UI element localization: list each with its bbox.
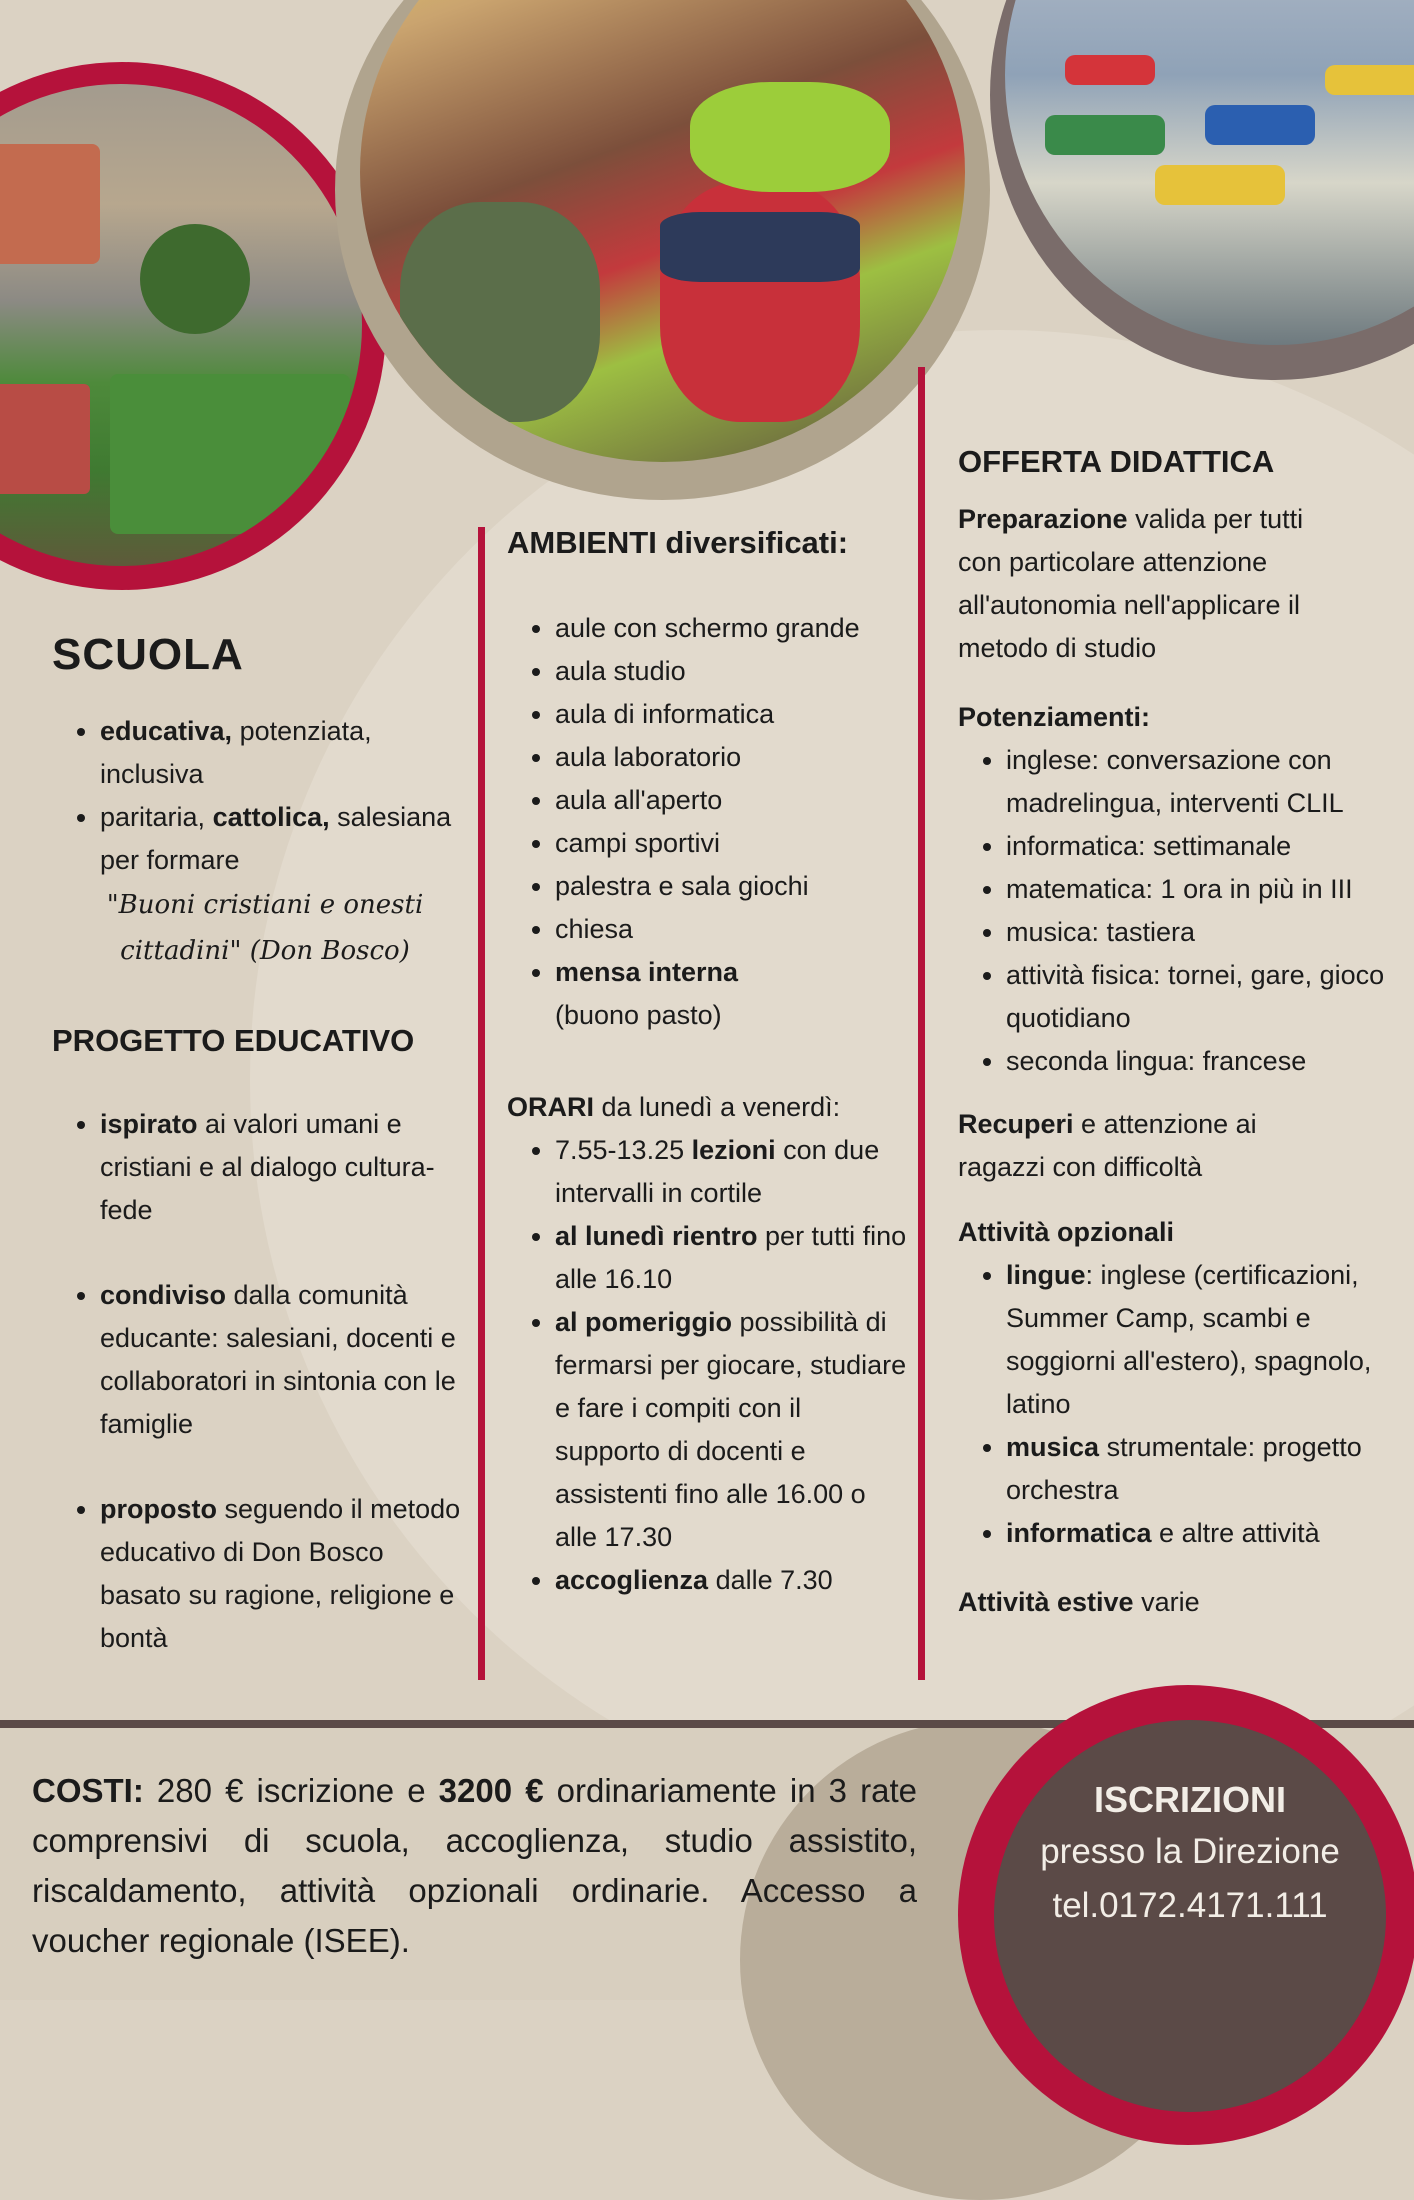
orari-section [507,1086,907,1602]
list-item: • ispirato ai valori umani e cristiani e al dialogo cultura-fede [100,1103,462,1232]
scuola-list [52,710,462,882]
list-item: • aula di informatica [555,693,912,736]
ambienti-section [507,525,912,1037]
scuola-title: SCUOLA [52,630,244,679]
offerta-section [958,444,1398,1624]
list-item: • inglese: conversazione con madrelingua, interventi CLIL [1006,739,1398,825]
list-item: • chiesa [555,908,912,951]
list-item: • seconda lingua: francese [1006,1040,1398,1083]
list-item: • al pomeriggio possibilità di fermarsi per giocare, studiare e fare i compiti con il supporto di docenti e assistenti fino alle 16.00 o alle 17.30 [555,1301,907,1559]
iscrizioni-title: ISCRIZIONI [1093,1779,1286,1820]
list-item: • aule con schermo grande [555,607,912,650]
ambienti-title: AMBIENTI diversificati: [507,525,849,560]
list-item: • musica strumentale: progetto orchestra [1006,1426,1398,1512]
costi-text: COSTI: 280 € iscrizione e 3200 € ordinariamente in 3 rate comprensivi di scuola, accoglienza, studio assistito, riscaldamento, attività opzionali ordinarie. Accesso a voucher regionale (ISEE). [32,1772,917,1959]
progetto-list [52,1103,462,1660]
list-item: • 7.55-13.25 lezioni con due intervalli in cortile [555,1129,907,1215]
list-item: • informatica: settimanale [1006,825,1398,868]
iscrizioni-info [994,1775,1386,1933]
list-item: • attività fisica: tornei, gare, gioco quotidiano [1006,954,1398,1040]
progetto-section [52,1023,462,1660]
ambienti-list [507,607,912,1037]
don-bosco-quote: "Buoni cristiani e onesti cittadini" (Don Bosco) [106,890,424,966]
column-separator-left [478,527,485,1680]
orari-list [507,1129,907,1602]
recuperi-text: Recuperi e attenzione ai ragazzi con difficoltà [958,1109,1257,1182]
list-item: • aula all'aperto [555,779,912,822]
list-item: • palestra e sala giochi [555,865,912,908]
orari-label: ORARI da lunedì a venerdì: [507,1092,841,1122]
list-item: • accoglienza dalle 7.30 [555,1559,907,1602]
opzionali-list [958,1254,1398,1555]
progetto-title: PROGETTO EDUCATIVO [52,1023,415,1058]
offerta-title: OFFERTA DIDATTICA [958,444,1275,479]
potenziamenti-title: Potenziamenti: [958,702,1151,732]
list-item: • educativa, potenziata, inclusiva [100,710,462,796]
iscrizioni-location: presso la Direzione [1040,1832,1340,1871]
list-item: • mensa interna (buono pasto) [555,951,912,1037]
list-item: • informatica e altre attività [1006,1512,1398,1555]
column-separator-right [918,367,925,1680]
list-item: • paritaria, cattolica, salesiana per formare [100,796,462,882]
list-item: • matematica: 1 ora in più in III [1006,868,1398,911]
scuola-section [52,630,462,974]
list-item: • condiviso dalla comunità educante: salesiani, docenti e collaboratori in sintonia con le famiglie [100,1274,462,1446]
list-item: • al lunedì rientro per tutti fino alle 16.10 [555,1215,907,1301]
canteen-photo [1005,0,1414,345]
iscrizioni-phone: tel.0172.4171.111 [1052,1886,1328,1925]
list-item: • proposto seguendo il metodo educativo di Don Bosco basato su ragione, religione e bontà [100,1488,462,1660]
preparazione-text: Preparazione valida per tutti con particolare attenzione all'autonomia nell'applicare il metodo di studio [958,504,1304,663]
list-item: • musica: tastiera [1006,911,1398,954]
list-item: • campi sportivi [555,822,912,865]
potenziamenti-list [958,739,1398,1083]
opzionali-title: Attività opzionali [958,1217,1174,1247]
list-item: • aula laboratorio [555,736,912,779]
list-item: • lingue: inglese (certificazioni, Summer Camp, scambi e soggiorni all'estero), spagnolo, latino [1006,1254,1398,1426]
estive-text: Attività estive varie [958,1587,1200,1617]
list-item: • aula studio [555,650,912,693]
